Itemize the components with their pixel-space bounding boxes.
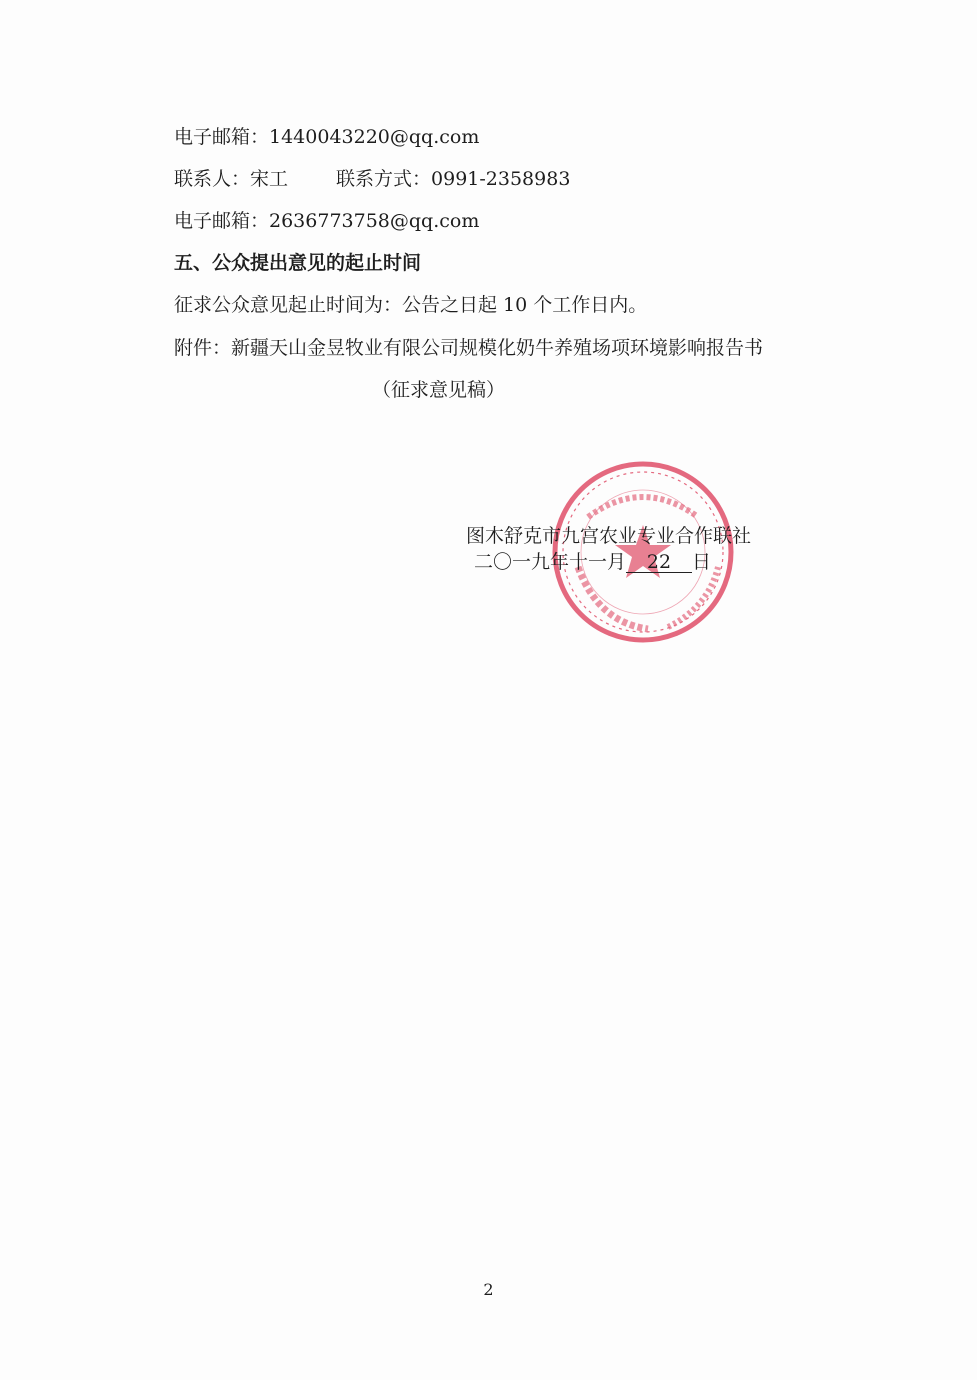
signature-organization: 图木舒克市九宫农业专业合作联社 bbox=[466, 525, 752, 547]
draft-note: （征求意见稿） bbox=[372, 379, 506, 401]
date-prefix: 二〇一九年十一月 bbox=[474, 551, 627, 573]
section-heading: 五、公众提出意见的起止时间 bbox=[174, 252, 422, 274]
email-line-1: 电子邮箱：1440043220@qq.com bbox=[174, 126, 480, 148]
date-day: 22 bbox=[626, 552, 692, 573]
comment-period-line: 征求公众意见起止时间为：公告之日起 10 个工作日内。 bbox=[174, 294, 648, 316]
contact-line bbox=[174, 167, 570, 191]
signature-date bbox=[474, 550, 711, 574]
page-number: 2 bbox=[483, 1280, 494, 1299]
contact-person: 联系人：宋工 bbox=[174, 168, 289, 190]
contact-method: 联系方式：0991-2358983 bbox=[336, 168, 571, 190]
date-suffix: 日 bbox=[692, 551, 712, 573]
attachment-line: 附件：新疆天山金昱牧业有限公司规模化奶牛养殖场项环境影响报告书 bbox=[174, 337, 764, 359]
email-line-2: 电子邮箱：2636773758@qq.com bbox=[174, 210, 480, 232]
